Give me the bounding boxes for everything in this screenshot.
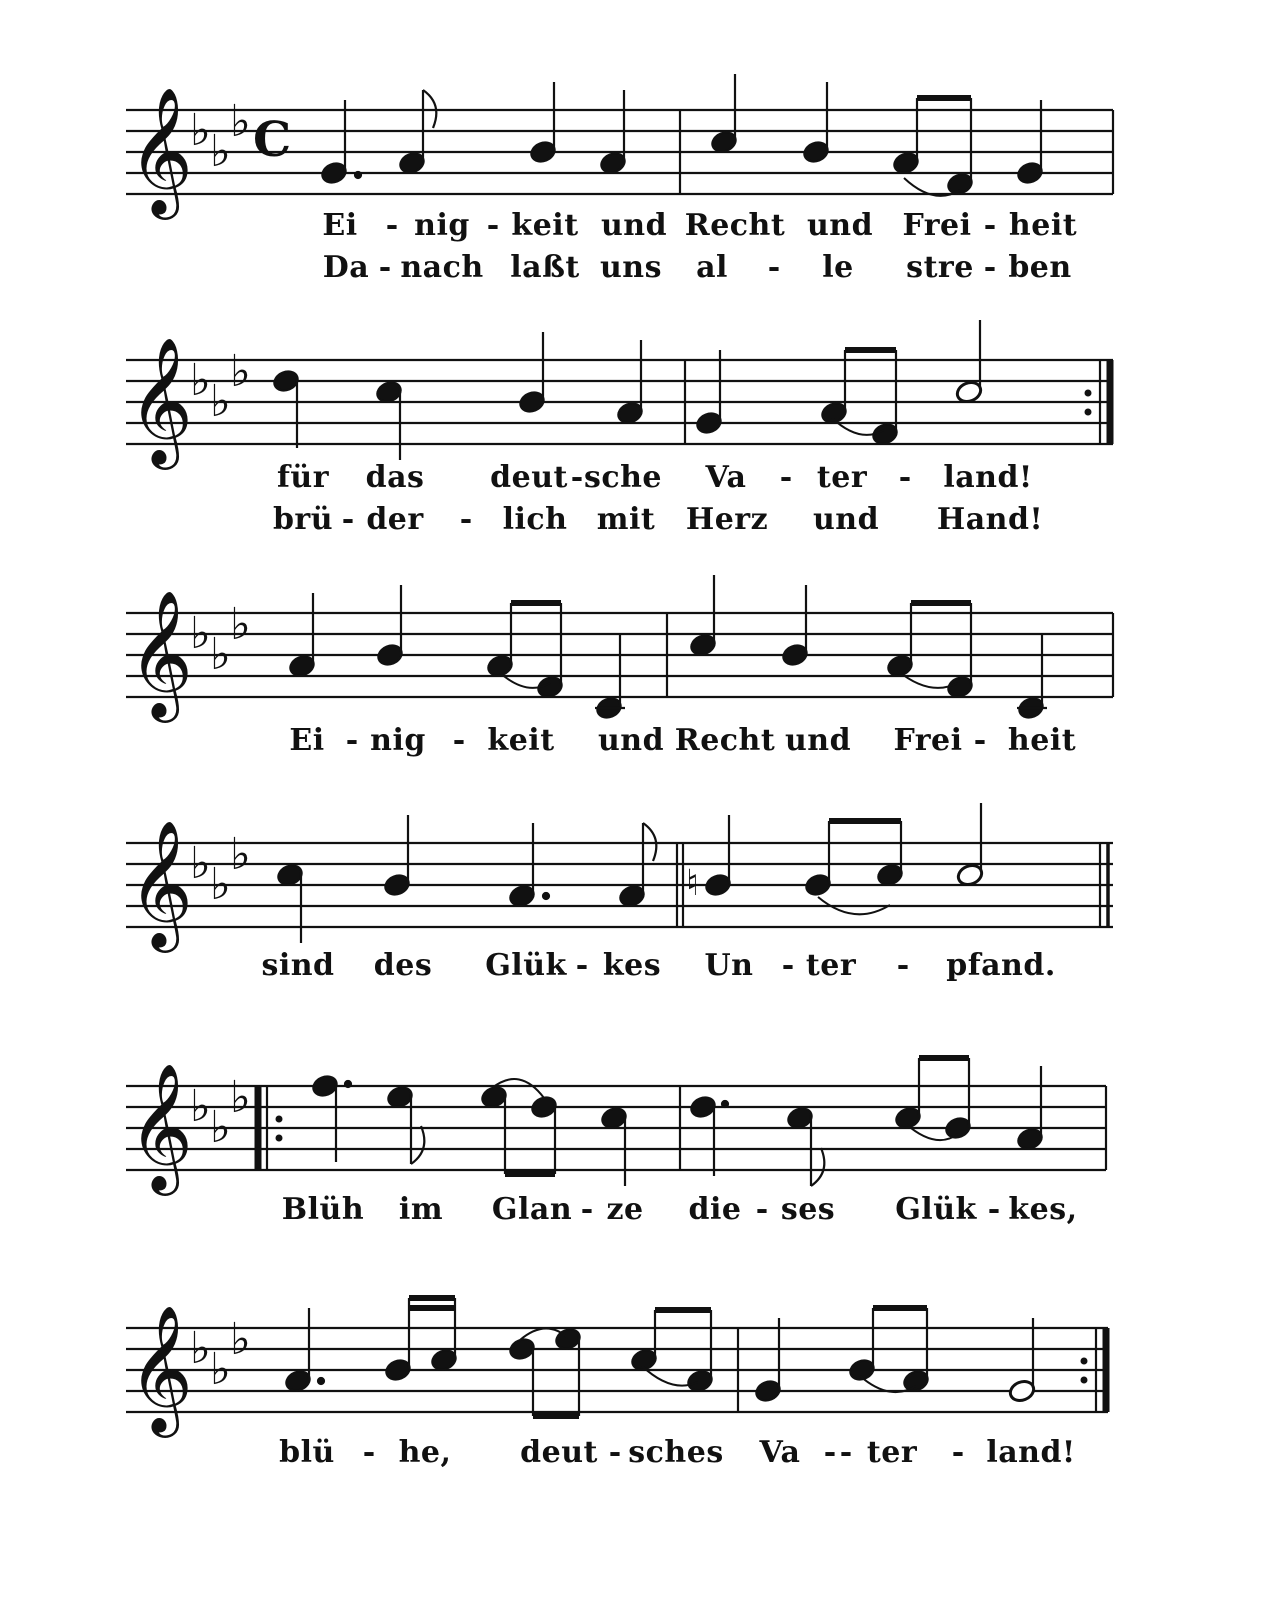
staff-6 — [0, 1278, 1269, 1438]
svg-text:♭: ♭ — [190, 838, 211, 889]
lyric-syllable: al — [696, 250, 728, 285]
svg-text:♭: ♭ — [190, 1323, 211, 1374]
lyric-syllable: mit — [596, 502, 656, 537]
lyric-syllable: uns — [599, 250, 663, 285]
lyric-hyphen: - — [452, 723, 466, 758]
lyric-syllable: für — [276, 460, 330, 495]
lyric-syllable: Ei — [322, 208, 358, 243]
lyric-hyphen: - — [580, 1192, 594, 1227]
lyric-syllable: lich — [502, 502, 568, 537]
lyric-syllable: ben — [1008, 250, 1072, 285]
lyric-syllable: Recht — [674, 723, 776, 758]
svg-text:𝄞: 𝄞 — [128, 1304, 194, 1432]
lyric-syllable: nig — [414, 208, 470, 243]
flat-sign: ♭ — [230, 96, 251, 147]
lyric-syllable: ses — [780, 1192, 836, 1227]
lyric-line-1-verse-2 — [0, 250, 1269, 294]
lyric-syllable: le — [822, 250, 854, 285]
lyric-syllable: heit — [1008, 208, 1078, 243]
staff-system-2 — [0, 310, 1269, 570]
lyric-syllable: und — [806, 208, 874, 243]
lyric-syllable: ter — [816, 460, 868, 495]
lyric-hyphen: - — [459, 502, 473, 537]
svg-text:♭: ♭ — [230, 1072, 251, 1123]
lyric-syllable: kes — [602, 948, 662, 983]
lyric-syllable: pfand. — [946, 948, 1056, 983]
lyric-syllable: sind — [261, 948, 335, 983]
lyric-hyphen: - — [755, 1192, 769, 1227]
lyric-line-6 — [0, 1435, 1269, 1479]
svg-text:𝄞: 𝄞 — [128, 589, 194, 717]
lyric-syllable: Blüh — [281, 1192, 365, 1227]
svg-text:𝄞: 𝄞 — [128, 1062, 194, 1190]
lyric-syllable: nach — [400, 250, 484, 285]
lyric-hyphen: - — [608, 1435, 622, 1470]
lyric-syllable: des — [373, 948, 433, 983]
lyric-hyphen: - — [385, 208, 399, 243]
lyric-syllable: und — [784, 723, 852, 758]
svg-text:♭: ♭ — [230, 599, 251, 650]
lyric-syllable: deut — [520, 1435, 598, 1470]
lyric-hyphen: - — [779, 460, 793, 495]
staff-3 — [0, 563, 1269, 723]
flat-sign: ♭ — [210, 126, 231, 177]
lyric-syllable: und — [600, 208, 668, 243]
staff-system-3 — [0, 563, 1269, 793]
lyric-syllable: Frei — [902, 208, 972, 243]
svg-text:♭: ♭ — [230, 1314, 251, 1365]
lyric-syllable: die — [688, 1192, 742, 1227]
svg-text:♭: ♭ — [190, 608, 211, 659]
lyric-hyphen: - — [378, 250, 392, 285]
lyric-syllable: Recht — [684, 208, 786, 243]
lyric-hyphen: - — [781, 948, 795, 983]
svg-text:♭: ♭ — [210, 1102, 231, 1153]
lyric-syllable: Ei — [289, 723, 325, 758]
lyric-syllable: nig — [370, 723, 426, 758]
natural-sign: ♮ — [686, 863, 699, 904]
lyric-hyphen: - — [823, 1435, 837, 1470]
lyric-line-2-verse-1 — [0, 460, 1269, 504]
lyric-syllable: brü — [272, 502, 334, 537]
lyric-hyphen: - — [983, 208, 997, 243]
lyric-hyphen: - — [951, 1435, 965, 1470]
svg-text:♭: ♭ — [230, 829, 251, 880]
svg-text:♭: ♭ — [190, 1081, 211, 1132]
lyric-line-2-verse-2 — [0, 502, 1269, 546]
lyric-hyphen: - — [896, 948, 910, 983]
staff-2 — [0, 310, 1269, 470]
staff-system-4 — [0, 793, 1269, 1033]
lyric-syllable: keit — [487, 723, 555, 758]
svg-text:♭: ♭ — [210, 629, 231, 680]
staff-1 — [0, 60, 1269, 220]
lyric-syllable: Va — [705, 460, 747, 495]
lyric-hyphen: - — [839, 1435, 853, 1470]
flat-sign: ♭ — [190, 105, 211, 156]
lyric-syllable: deut — [490, 460, 568, 495]
lyric-hyphen: - — [767, 250, 781, 285]
staff-system-6 — [0, 1278, 1269, 1538]
lyric-hyphen: - — [362, 1435, 376, 1470]
staff-system-5 — [0, 1036, 1269, 1276]
lyric-syllable: he, — [398, 1435, 452, 1470]
svg-text:♭: ♭ — [190, 355, 211, 406]
staff-4 — [0, 793, 1269, 953]
lyric-hyphen: - — [898, 460, 912, 495]
common-time-sign: C — [253, 112, 292, 168]
lyric-syllable: blü — [279, 1435, 335, 1470]
svg-text:♭: ♭ — [210, 376, 231, 427]
lyric-syllable: ter — [805, 948, 857, 983]
lyric-syllable: Glük — [485, 948, 567, 983]
svg-text:♭: ♭ — [210, 1344, 231, 1395]
lyric-syllable: der — [366, 502, 424, 537]
lyric-line-1-verse-1 — [0, 208, 1269, 252]
lyric-hyphen: - — [345, 723, 359, 758]
lyric-hyphen: - — [983, 250, 997, 285]
lyric-syllable: Da — [322, 250, 370, 285]
lyric-line-5 — [0, 1192, 1269, 1236]
lyric-line-4 — [0, 948, 1269, 992]
lyric-syllable: sche — [583, 460, 663, 495]
lyric-syllable: Glan — [491, 1192, 573, 1227]
lyric-syllable: Va — [759, 1435, 801, 1470]
lyric-syllable: und — [812, 502, 880, 537]
lyric-syllable: Un — [704, 948, 754, 983]
lyric-hyphen: - — [973, 723, 987, 758]
lyric-syllable: Frei — [893, 723, 963, 758]
svg-text:𝄞: 𝄞 — [128, 336, 194, 464]
lyric-syllable: das — [365, 460, 425, 495]
lyric-hyphen: - — [575, 948, 589, 983]
lyric-syllable: ze — [606, 1192, 644, 1227]
lyric-hyphen: - — [570, 460, 584, 495]
lyric-hyphen: - — [987, 1192, 1001, 1227]
lyric-syllable: ter — [866, 1435, 918, 1470]
lyric-syllable: Herz — [685, 502, 769, 537]
lyric-syllable: im — [398, 1192, 444, 1227]
lyric-syllable: sches — [628, 1435, 724, 1470]
lyric-syllable: kes, — [1008, 1192, 1078, 1227]
svg-text:♭: ♭ — [230, 346, 251, 397]
staff-system-1 — [0, 60, 1269, 310]
lyric-syllable: keit — [511, 208, 579, 243]
lyric-syllable: Glük — [895, 1192, 977, 1227]
staff-5 — [0, 1036, 1269, 1196]
lyric-syllable: land! — [943, 460, 1033, 495]
lyric-syllable: Hand! — [936, 502, 1044, 537]
treble-clef-icon: 𝄞 — [128, 86, 194, 214]
lyric-line-3 — [0, 723, 1269, 767]
lyric-syllable: und — [597, 723, 665, 758]
lyric-syllable: heit — [1007, 723, 1077, 758]
lyric-hyphen: - — [341, 502, 355, 537]
lyric-syllable: land! — [986, 1435, 1076, 1470]
svg-text:♭: ♭ — [210, 859, 231, 910]
svg-text:𝄞: 𝄞 — [128, 819, 194, 947]
lyric-syllable: laßt — [510, 250, 580, 285]
lyric-hyphen: - — [486, 208, 500, 243]
lyric-syllable: stre — [906, 250, 974, 285]
